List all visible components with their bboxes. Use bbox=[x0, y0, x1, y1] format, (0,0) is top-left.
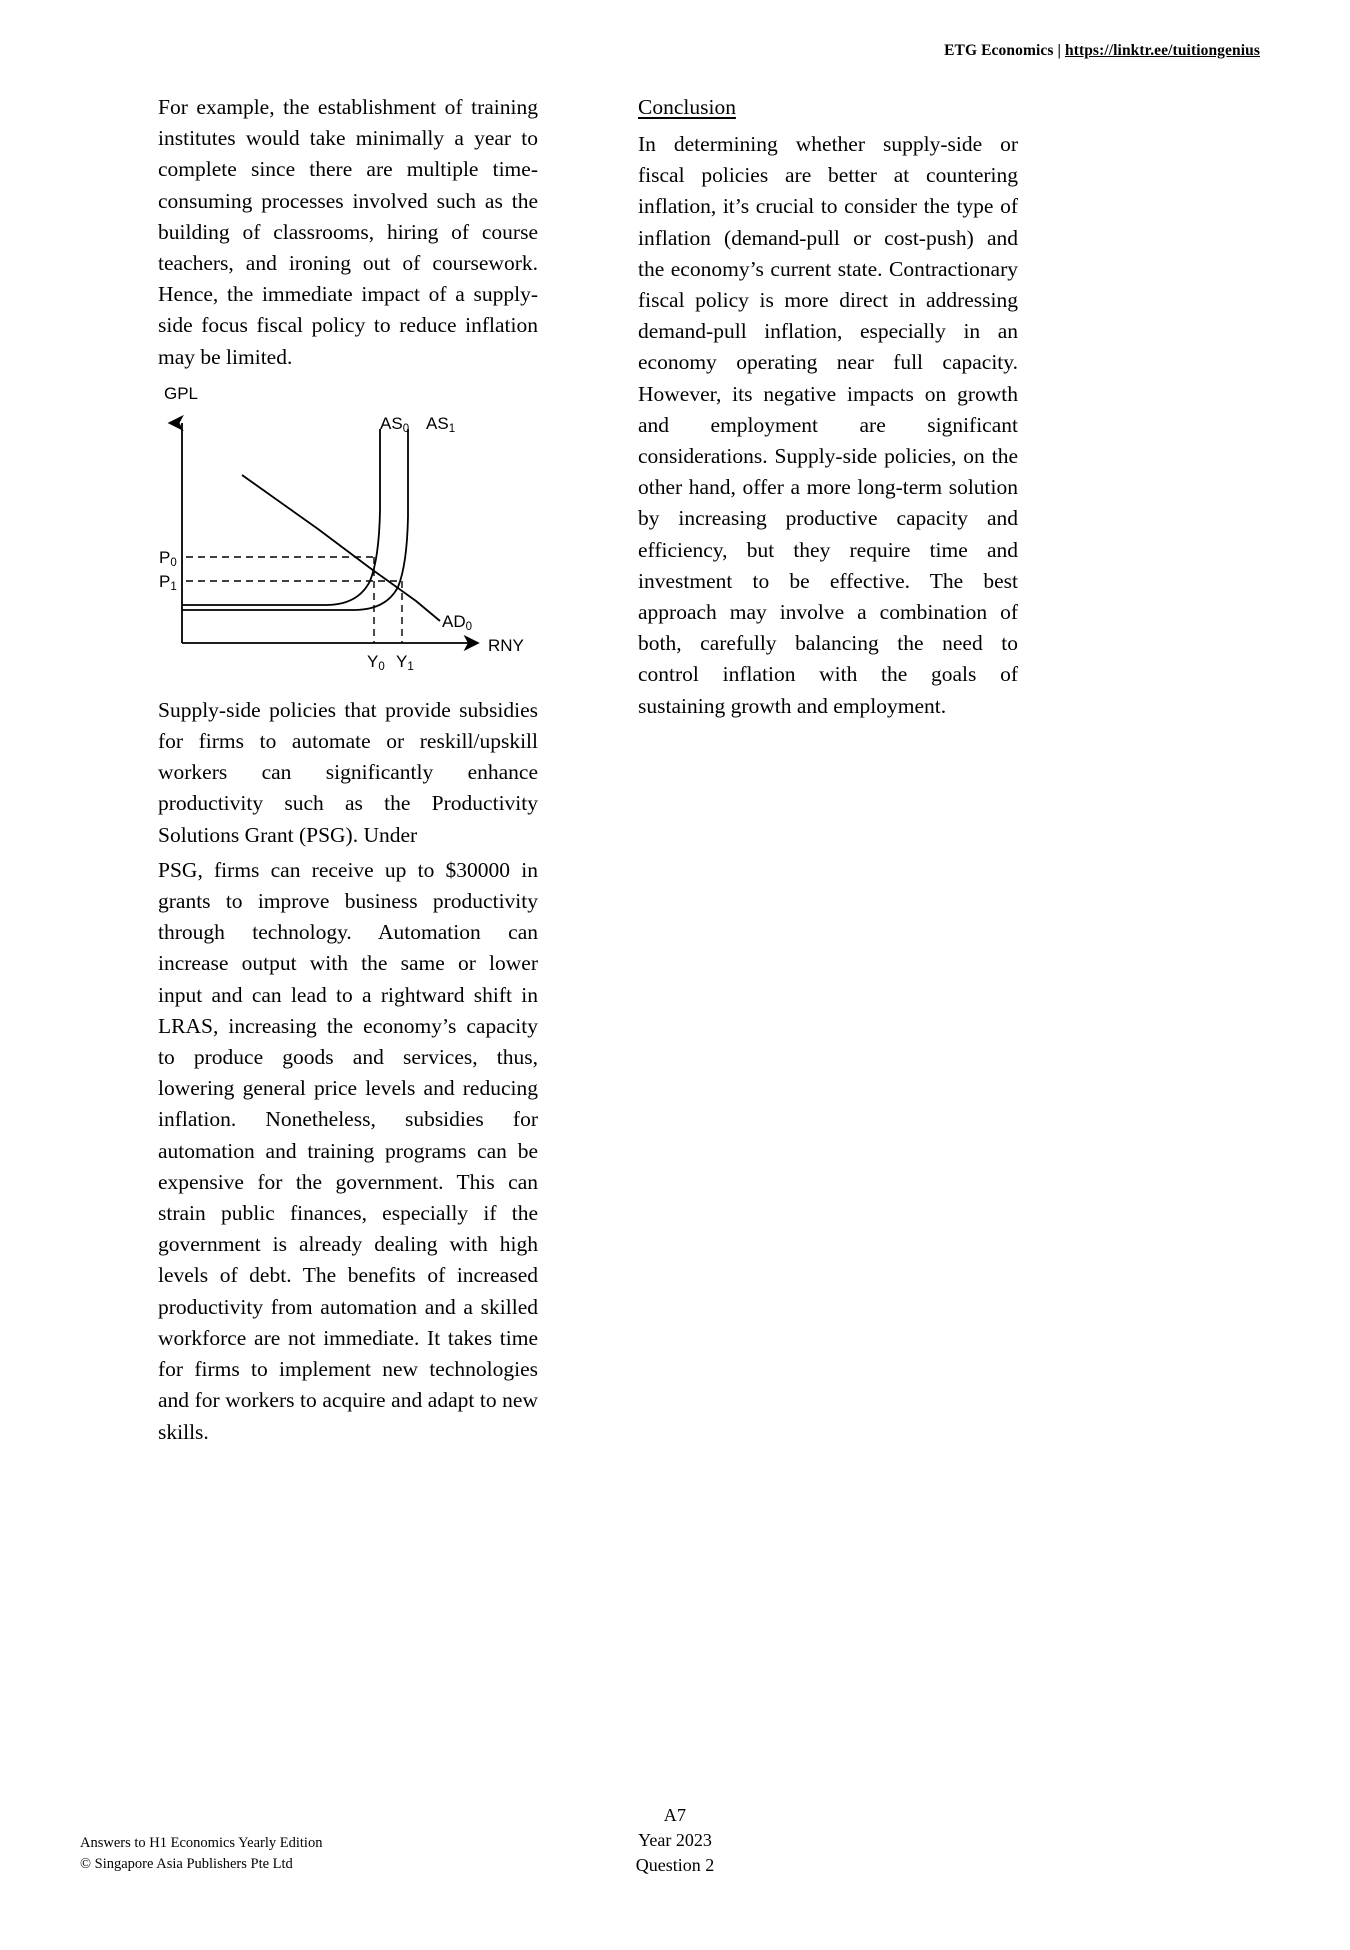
header-link[interactable]: https://linktr.ee/tuitiongenius bbox=[1064, 42, 1260, 59]
left-paragraph-1: For example, the establishment of training institutes would take minimally a year to complete since there are multiple time-consuming processes involved such as the building of classrooms, hiring of course teachers, and ironing out of coursework. Hence, the immediate impact of a supply-side focus fiscal policy to reduce inflation may be limited. bbox=[158, 95, 538, 369]
output-label-y1-sub: 1 bbox=[407, 661, 414, 674]
price-label-p0-text: P bbox=[159, 547, 171, 567]
right-paragraph-1: In determining whether supply-side or fiscal policies are better at countering inflation, it’s crucial to consider the type of inflation (demand-pull or cost-push) and the economy’s current state. Contractionary fiscal policy is more direct in addressing demand-pull inflation, especially in an economy operating near full capacity. However, its negative impacts on growth and employment are significant considerations. Supply-side policies, on the other hand, offer a more long-term solution by increasing productive capacity and efficiency, but they require time and investment to be effective. The best approach may involve a combination of both, carefully balancing the need to control inflation with the goals of sustaining growth and employment. bbox=[638, 132, 1018, 718]
price-label-p0-sub: 0 bbox=[170, 557, 177, 570]
page-header bbox=[90, 42, 1260, 60]
y-axis-label: GPL bbox=[164, 383, 199, 403]
right-column bbox=[638, 92, 1018, 726]
curve-label-as1 bbox=[426, 413, 456, 436]
left-column bbox=[158, 92, 538, 1452]
curve-label-as0 bbox=[380, 413, 410, 436]
curve-label-ad0 bbox=[442, 611, 473, 634]
output-label-y0-sub: 0 bbox=[378, 661, 385, 674]
page-number: A7 bbox=[663, 1805, 687, 1825]
left-paragraph-2: Supply-side policies that provide subsidies for firms to automate or reskill/upskill workers can significantly enhance productivity such as the Productivity Solutions Grant (PSG). Under bbox=[158, 697, 538, 847]
conclusion-heading: Conclusion bbox=[638, 95, 736, 119]
footer-center bbox=[0, 1803, 1350, 1878]
output-label-y1-text: Y bbox=[396, 651, 408, 671]
curve-label-ad0-text: AD bbox=[442, 611, 466, 631]
output-label-y0 bbox=[367, 651, 385, 674]
output-label-y1 bbox=[396, 651, 414, 674]
ad-as-diagram bbox=[158, 383, 538, 681]
curve-label-as0-text: AS bbox=[380, 413, 403, 433]
output-label-y0-text: Y bbox=[367, 651, 379, 671]
header-separator: | bbox=[1053, 42, 1065, 59]
curve-ad0 bbox=[242, 475, 440, 621]
footer-copyright: © Singapore Asia Publishers Pte Ltd bbox=[80, 1856, 293, 1872]
left-paragraph-3: PSG, firms can receive up to $30000 in grants to improve business productivity through technology. Automation can increase output with the same or lower input and can lead to a rightward shift in LRAS, increasing the economy’s capacity to produce goods and services, thus, lowering general price levels and reducing inflation. Nonetheless, subsidies for automation and training programs can be expensive for the government. This can strain public finances, especially if the government is already dealing with high levels of debt. The benefits of increased productivity from automation and a skilled workforce are not immediate. It takes time for firms to implement new technologies and for workers to acquire and adapt to new skills. bbox=[158, 857, 538, 1444]
curve-label-as1-text: AS bbox=[426, 413, 449, 433]
curve-label-as0-sub: 0 bbox=[402, 423, 410, 436]
diagram-canvas bbox=[158, 391, 538, 681]
x-axis-label: RNY bbox=[488, 635, 524, 655]
price-label-p1-sub: 1 bbox=[170, 581, 177, 594]
curve-as0 bbox=[182, 429, 380, 605]
header-publisher: ETG Economics bbox=[944, 42, 1054, 59]
footer-year: Year 2023 bbox=[638, 1830, 712, 1850]
footer-book-title: Answers to H1 Economics Yearly Edition bbox=[80, 1835, 323, 1851]
footer-question: Question 2 bbox=[635, 1855, 715, 1875]
curve-label-ad0-sub: 0 bbox=[465, 621, 473, 634]
curve-label-as1-sub: 1 bbox=[448, 423, 456, 436]
price-label-p0 bbox=[159, 547, 177, 570]
price-label-p1-text: P bbox=[159, 571, 171, 591]
price-label-p1 bbox=[159, 571, 177, 594]
